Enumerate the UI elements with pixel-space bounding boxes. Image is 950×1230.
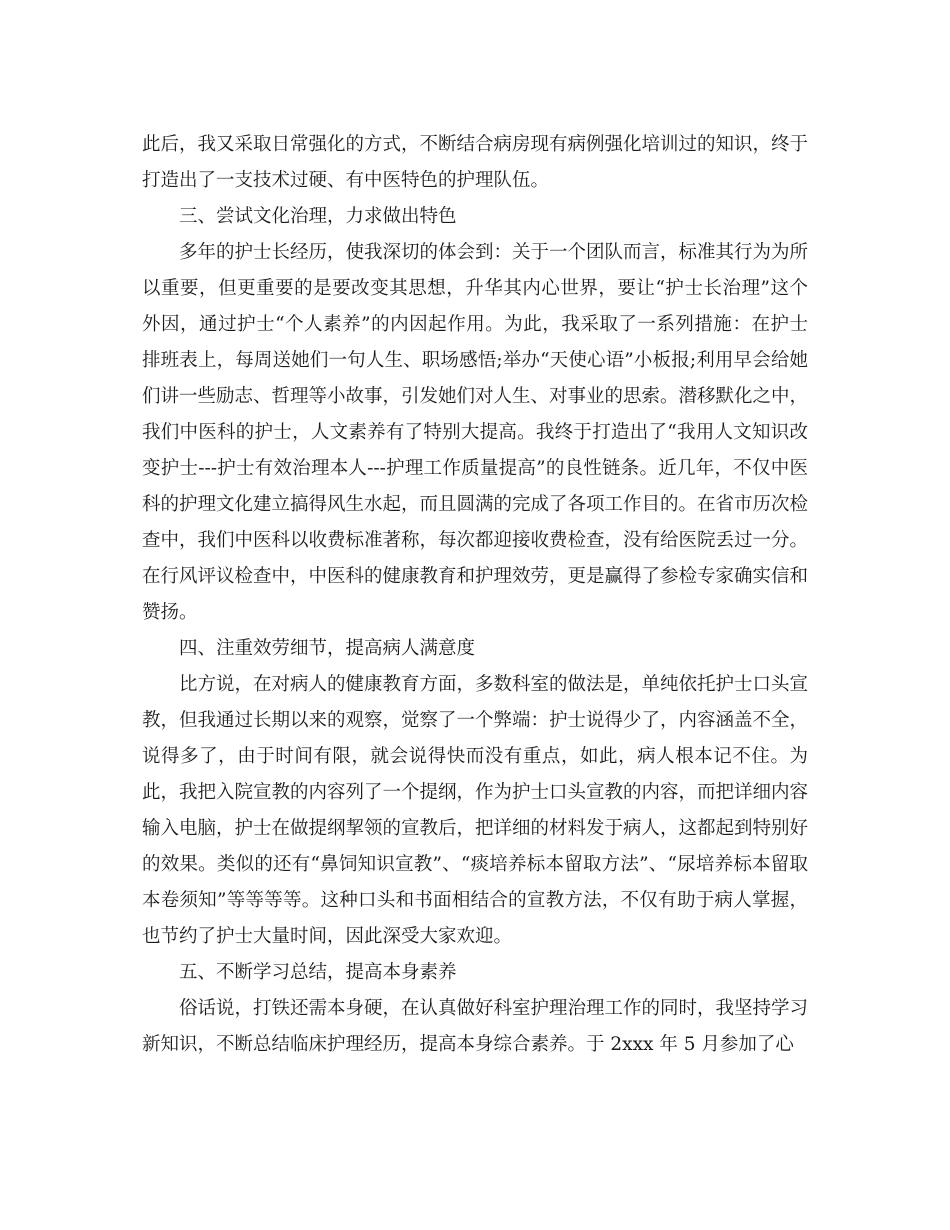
section-heading-3: 三、尝试文化治理，力求做出特色 xyxy=(179,206,457,227)
paragraph-culture-management: 多年的护士长经历，使我深切的体会到：关于一个团队而言，标准其行为为所以重要，但更重要的是要改变其思想，升华其内心世界，要让“护士长治理”这个外因，通过护士“个人素养”的内因起作用。为此，我采取了一系列措施：在护士排班表上，每周送她们一句人生、职场感悟;举办“天使心语”小板报;利用早会给她们讲一些励志、哲理等小故事，引发她们对人生、对事业的思索。潜移默化之中，我们中医科的护士，人文素养有了特别大提高。我终于打造出了“我用人文知识改变护士---护士有效治理本人---护理工作质量提高”的良性链条。近几年，不仅中医科的护理文化建立搞得风生水起，而且圆满的完成了各项工作目的。在省市历次检查中，我们中医科以收费标准著称，每次都迎接收费检查，没有给医院丢过一分。在行风评议检查中，中医科的健康教育和护理效劳，更是赢得了参检专家确实信和赞扬。 xyxy=(142,242,809,623)
document-body xyxy=(142,127,808,1063)
paragraph-continuation: 此后，我又采取日常强化的方式，不断结合病房现有病例强化培训过的知识，终于打造出了一支技术过硬、有中医特色的护理队伍。 xyxy=(142,134,809,191)
section-heading-5: 五、不断学习总结，提高本身素养 xyxy=(179,962,457,983)
paragraph-self-improvement: 俗话说，打铁还需本身硬，在认真做好科室护理治理工作的同时，我坚持学习新知识，不断总结临床护理经历，提高本身综合素养。于 2xxx 年 5 月参加了心 xyxy=(142,998,809,1055)
paragraph-service-details: 比方说，在对病人的健康教育方面，多数科室的做法是，单纯依托护士口头宣教，但我通过长期以来的观察，觉察了一个弊端：护士说得少了，内容涵盖不全，说得多了，由于时间有限，就会说得快而没有重点，如此，病人根本记不住。为此，我把入院宣教的内容列了一个提纲，作为护士口头宣教的内容，而把详细内容输入电脑，护士在做提纲挈领的宣教后，把详细的材料发于病人，这都起到特别好的效果。类似的还有“鼻饲知识宣教”、“痰培养标本留取方法”、“尿培养标本留取本卷须知”等等等等。这种口头和书面相结合的宣教方法，不仅有助于病人掌握，也节约了护士大量时间，因此深受大家欢迎。 xyxy=(142,674,809,947)
section-heading-4: 四、注重效劳细节，提高病人满意度 xyxy=(179,638,476,659)
